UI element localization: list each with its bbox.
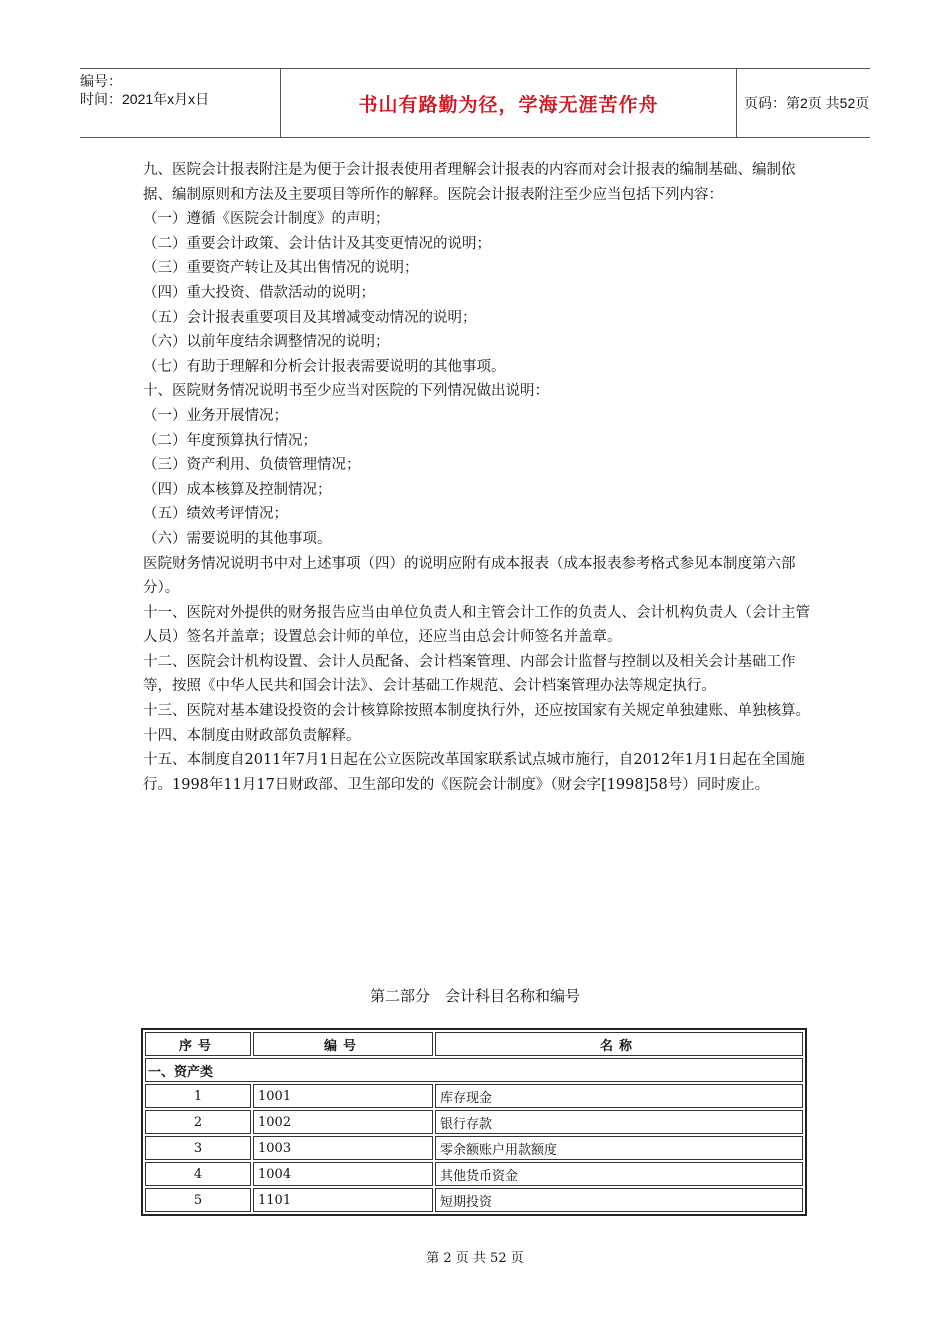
row-no: 1 bbox=[145, 1084, 251, 1108]
row-name: 短期投资 bbox=[435, 1188, 803, 1212]
row-name: 其他货币资金 bbox=[435, 1162, 803, 1186]
paragraph: 十五、本制度自2011年7月1日起在公立医院改革国家联系试点城市施行，自2012年1月1日起在全国施行。1998年11月17日财政部、卫生部印发的《医院会计制度》（财会字[1998]58号）同时废止。 bbox=[143, 752, 805, 793]
paragraph: （五）会计报表重要项目及其增减变动情况的说明； bbox=[143, 309, 477, 326]
row-name: 银行存款 bbox=[435, 1110, 803, 1134]
paragraph: 十四、本制度由财政部负责解释。 bbox=[143, 727, 361, 744]
account-table bbox=[141, 1028, 807, 1216]
time-label: 时间：2021年x月x日 bbox=[80, 91, 210, 107]
table-header-row bbox=[145, 1032, 803, 1056]
section-title: 第二部分 会计科目名称和编号 bbox=[369, 987, 580, 1005]
paragraph: （五）绩效考评情况； bbox=[143, 506, 288, 523]
header-code: 编号 bbox=[253, 1032, 433, 1056]
row-no: 4 bbox=[145, 1162, 251, 1186]
row-code: 1101 bbox=[253, 1188, 433, 1212]
paragraph: （一）遵循《医院会计制度》的声明； bbox=[143, 211, 390, 228]
paragraph: 十一、医院对外提供的财务报告应当由单位负责人和主管会计工作的负责人、会计机构负责人（会计主管人员）签名并盖章；设置总会计师的单位，还应当由总会计师签名并盖章。 bbox=[143, 604, 810, 646]
table-row bbox=[145, 1110, 803, 1134]
paragraph: （六）以前年度结余调整情况的说明； bbox=[143, 334, 390, 351]
paragraph: 十二、医院会计机构设置、会计人员配备、会计档案管理、内部会计监督与控制以及相关会计基础工作等，按照《中华人民共和国会计法》、会计基础工作规范、会计档案管理办法等规定执行。 bbox=[143, 653, 796, 695]
paragraph: 医院财务情况说明书中对上述事项（四）的说明应附有成本报表（成本报表参考格式参见本制度第六部分）。 bbox=[143, 555, 796, 597]
paragraph: （七）有助于理解和分析会计报表需要说明的其他事项。 bbox=[143, 358, 506, 375]
row-name: 零余额账户用款额度 bbox=[435, 1136, 803, 1160]
row-code: 1001 bbox=[253, 1084, 433, 1108]
page-header bbox=[80, 68, 870, 138]
paragraph: （三）重要资产转让及其出售情况的说明； bbox=[143, 260, 419, 277]
row-no: 3 bbox=[145, 1136, 251, 1160]
paragraph: （四）成本核算及控制情况； bbox=[143, 481, 332, 498]
row-code: 1003 bbox=[253, 1136, 433, 1160]
row-code: 1004 bbox=[253, 1162, 433, 1186]
header-left bbox=[80, 69, 280, 140]
paragraph: 十、医院财务情况说明书至少应当对医院的下列情况做出说明： bbox=[143, 383, 549, 400]
code-label: 编号： bbox=[80, 73, 122, 89]
table-row bbox=[145, 1162, 803, 1186]
paragraph: 十三、医院对基本建设投资的会计核算除按照本制度执行外，还应按国家有关规定单独建账、单独核算。 bbox=[143, 703, 810, 720]
category-row bbox=[145, 1058, 803, 1082]
paragraph: （二）重要会计政策、会计估计及其变更情况的说明； bbox=[143, 235, 491, 252]
paragraph: （六）需要说明的其他事项。 bbox=[143, 530, 332, 547]
body-text bbox=[143, 158, 811, 797]
page-label: 页码：第2页 共52页 bbox=[744, 95, 870, 111]
category-label: 一、资产类 bbox=[145, 1058, 803, 1082]
table-row bbox=[145, 1084, 803, 1108]
row-no: 5 bbox=[145, 1188, 251, 1212]
paragraph: （四）重大投资、借款活动的说明； bbox=[143, 284, 375, 301]
page-footer: 第 2 页 共 52 页 bbox=[426, 1251, 524, 1266]
motto: 书山有路勤为径，学海无涯苦作舟 bbox=[280, 69, 737, 137]
paragraph: （一）业务开展情况； bbox=[143, 407, 288, 424]
row-name: 库存现金 bbox=[435, 1084, 803, 1108]
row-no: 2 bbox=[145, 1110, 251, 1134]
paragraph: 九、医院会计报表附注是为便于会计报表使用者理解会计报表的内容而对会计报表的编制基础、编制依据、编制原则和方法及主要项目等所作的解释。医院会计报表附注至少应当包括下列内容： bbox=[143, 162, 796, 203]
header-seq: 序号 bbox=[145, 1032, 251, 1056]
paragraph: （二）年度预算执行情况； bbox=[143, 432, 317, 449]
row-code: 1002 bbox=[253, 1110, 433, 1134]
table-row bbox=[145, 1188, 803, 1212]
table-row bbox=[145, 1136, 803, 1160]
header-name: 名称 bbox=[435, 1032, 803, 1056]
paragraph: （三）资产利用、负债管理情况； bbox=[143, 457, 361, 474]
